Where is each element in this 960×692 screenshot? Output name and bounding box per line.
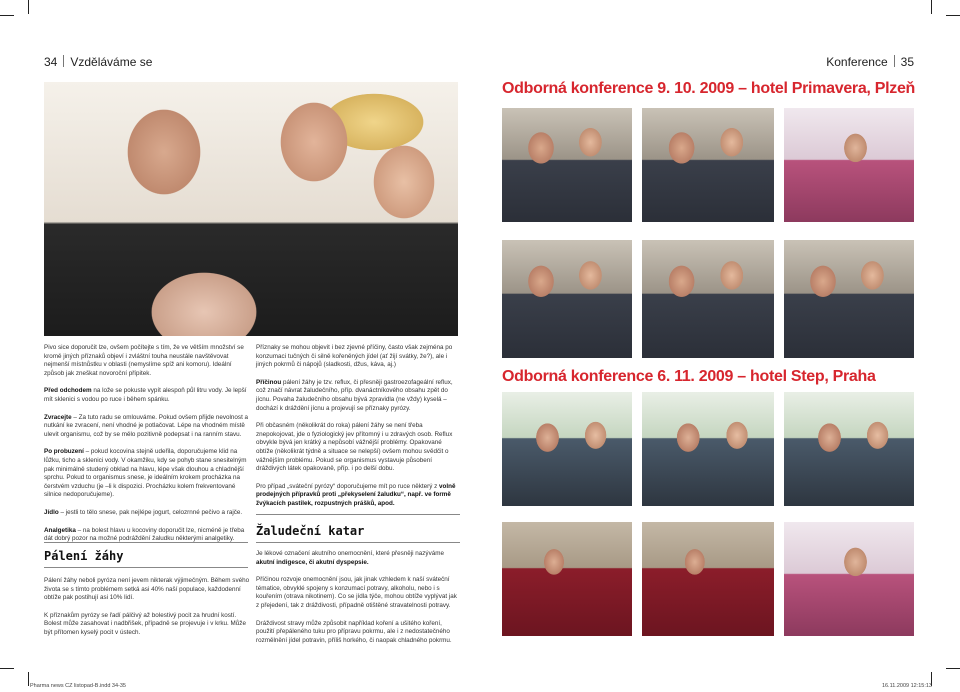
crop-mark	[28, 0, 29, 14]
conference-photo	[642, 108, 774, 222]
conference-photo	[642, 240, 774, 358]
left-lower-column	[44, 577, 250, 647]
section-rule	[256, 514, 460, 515]
middle-column	[256, 344, 460, 518]
crop-mark	[946, 15, 960, 16]
left-column	[44, 344, 250, 553]
party-photo	[44, 82, 458, 336]
conference-photo	[642, 392, 774, 506]
tip-paragraph: Před odchodem na lože se pokuste vypít alespoň půl litru vody. Je lepší mít sklenici s vodou po ruce i během spánku.	[44, 387, 247, 403]
conference-photo	[784, 522, 914, 636]
intro-paragraph: Pivo sice doporučit lze, ovšem počítejte s tím, že ve větším množství se kromě jiných příznaků objeví i zvláštní touha neustále navštěvovat nejmenší místnůstku v oblasti (nemyslíme spíž ani komoru). Ideální způsob jak zneškat novoroční přípitek.	[44, 344, 244, 377]
conference-photo	[642, 522, 774, 636]
conference-photo	[502, 522, 632, 636]
page-number: 34	[44, 55, 58, 69]
middle-paragraph: Příčinou pálení žáhy je tzv. reflux, či přesněji gastroezofageální reflux, což značí návrat žaludečního, příp. dvanáctníkového obsahu zpět do jícnu. Povaha žaludečního obsahu bývá zpravidla (ne vždy) kyselá – dochází k dráždění jícnu a projevují se příznaky pyrózy.	[256, 378, 453, 412]
conference-photo	[502, 108, 632, 222]
middle-paragraph: Pro případ „sváteční pyrózy“ doporučujeme mít po ruce některý z volně prodejných přípravků proti „překyselení žaludku“, např. ve formě žvýkacích pastilek, rozpustných prášků, apod.	[256, 482, 456, 507]
footer-file-slug: Pharma news CZ listopad-B.indd 34-35	[30, 683, 126, 689]
section-title: Konference	[826, 55, 888, 69]
page-number: 35	[900, 55, 914, 69]
middle-paragraph: Příznaky se mohou objevit i bez zjevné příčiny, často však zejména po konzumaci tučných či silně kořeněných jídel (ať žijí svátky, že?), ale i jiných pokrmů či nápojů (sladkosti, džus, káva, aj.)	[256, 344, 453, 369]
conference-photo	[784, 108, 914, 222]
middle-paragraph: Při občasném (několikrát do roka) pálení žáhy se není třeba znepokojovat, jde o fyziologický jev přítomný i u zdravých osob. Reflux obvykle bývá jen krátký a nepůsobí vážnější problémy. Opakované obtíže (několikrát týdně a situace se nelepší) ovšem mohou svědčit o vážnějším problému. Pokud se organismus vystavuje působení dráždivých látek opakovaně, příp. i po delší dobu.	[256, 422, 453, 473]
footer-date-slug: 16.11.2009 12:15:13	[881, 683, 932, 689]
conference-photo	[502, 240, 632, 358]
tip-paragraph: Zvracejte – Za tuto radu se omlouváme. Pokud ovšem přijde nevolnost a nutkání ke zvracení, není vhodné je potlačovat. Lépe na vhodném místě ulevit organismu, což by se mělo pozitivně podepsat i na ranním stavu.	[44, 413, 249, 438]
conference-title-plzen: Odborná konference 9. 10. 2009 – hotel Primavera, Plzeň	[502, 80, 916, 97]
section-title: Vzděláváme se	[70, 55, 153, 69]
crop-mark	[28, 672, 29, 686]
section-rule	[256, 542, 460, 543]
conference-title-praha: Odborná konference 6. 11. 2009 – hotel Step, Praha	[502, 368, 876, 385]
crop-mark	[931, 0, 932, 14]
section-rule	[44, 542, 248, 543]
conference-photo	[502, 392, 632, 506]
middle-lower-column	[256, 550, 460, 654]
heading-paleni-zahy: Pálení žáhy	[44, 549, 124, 563]
right-folio	[826, 55, 914, 69]
tip-paragraph: Jídlo – jestli to tělo snese, pak nejlépe jogurt, celozrnné pečivo a rajče.	[44, 508, 243, 516]
section-paragraph: Pálení žáhy neboli pyróza není jevem nikterak výjimečným. Během svého života se s tímto problémem setká asi 40% naší populace, každodenní obtíže pak postihují asi 10% lidí.	[44, 577, 250, 602]
section-rule	[44, 567, 248, 568]
heading-zaludecni-katar: Žaludeční katar	[256, 524, 365, 538]
crop-mark	[0, 668, 14, 669]
conference-photo	[784, 392, 914, 506]
katar-paragraph: Je lékové označení akutního onemocnění, které přesněji nazýváme akutní indigesce, či akutní dyspepsie.	[256, 550, 444, 566]
conference-photo	[784, 240, 914, 358]
tip-paragraph: Po probuzení – pokud kocovina stejně udeřila, doporučujeme klid na lůžku, ticho a sklenici vody. V okamžiku, kdy se pohyb stane snesitelným pak minimálně studený obklad na hlavu, lépe však dlouhou a chladnější sprchu. Pokud to organismus snese, je ideálním krokem procházka na čerstvém vzduchu (je –li k dispozici. Procházku kolem frekventované silnice nedoporučujeme).	[44, 448, 247, 499]
tip-paragraph: Analgetika – na bolest hlavu u kocoviny doporučit lze, nicméně je třeba dát dobrý pozor na možné podráždění žaludku některými analgetiky.	[44, 526, 245, 543]
katar-paragraph: Dráždivost stravy může způsobit například koření a ušitého koření, použití přepáleného tuku pro přípravu pokrmu, ale i z nedostatečného rozmělnění jídel potravin, příliš horkého, či naopak chladného pokrmu.	[256, 619, 452, 644]
section-paragraph: K příznakům pyrózy se řadí pálčivý až bolestivý pocit za hrudní kostí. Bolest může zasahovat i nadbřišek, případně se projevuje i v krku. Může být přítomen kyselý pocit v ústech.	[44, 611, 246, 636]
crop-mark	[946, 668, 960, 669]
crop-mark	[0, 15, 14, 16]
left-folio	[44, 55, 152, 69]
katar-paragraph: Příčinou rozvoje onemocnění jsou, jak jinak vzhledem k naší sváteční tématice, obvyklé spojeny s konzumací potravy, alkoholu, nebo i s kouřením (otrava nikotinem). Co se jídla týče, mohou obtíže vyplývat jak z přejedení, tak z dráždivosti, případně otištěné stravatelnosti potravy.	[256, 576, 457, 609]
